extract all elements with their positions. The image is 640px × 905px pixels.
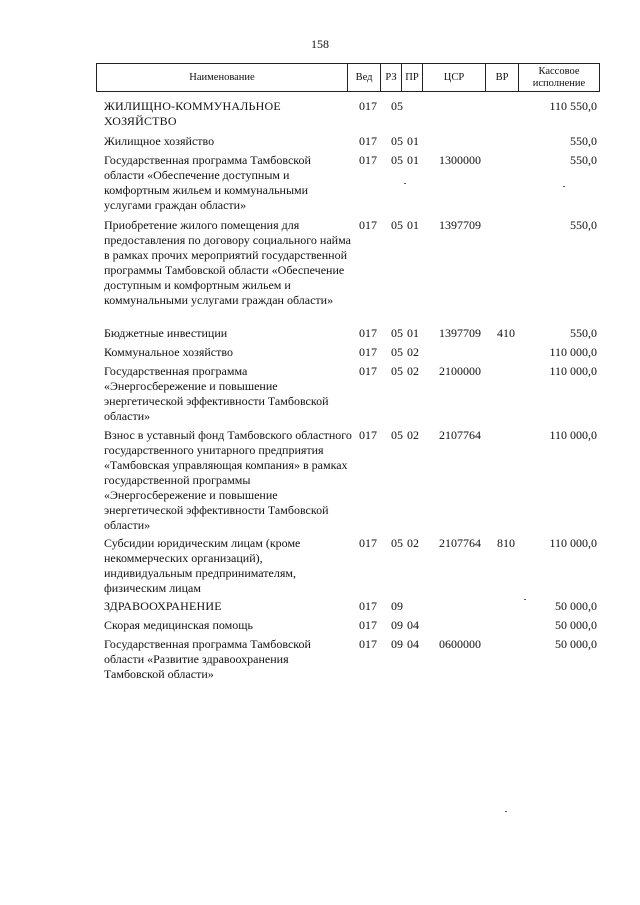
- row-sum: 550,0: [570, 326, 597, 340]
- row-rz: 09: [391, 618, 403, 632]
- row-name: Приобретение жилого помещения для предоставления по договору социального найма в рамках прочих мероприятий государственной программы Тамбовской области «Обеспечение доступным и комфортным жильем и коммунальными услугами граждан области»: [104, 218, 351, 307]
- header-kassovoe: [519, 64, 600, 92]
- header-vr: ВР: [486, 64, 519, 92]
- row-rz: 05: [391, 428, 403, 442]
- header-kassovoe-line2: исполнение: [532, 77, 586, 89]
- row-csr: 2107764: [439, 536, 481, 550]
- row-pr: 01: [407, 326, 419, 340]
- scan-speck: [404, 183, 406, 184]
- row-rz: 09: [391, 599, 403, 613]
- row-pr: 01: [407, 153, 419, 167]
- header-rz: РЗ: [381, 64, 402, 92]
- row-pr: 02: [407, 536, 419, 550]
- row-ved: 017: [359, 637, 377, 651]
- row-sum: 550,0: [570, 218, 597, 232]
- row-ved: 017: [359, 99, 377, 113]
- scan-speck: [505, 811, 507, 812]
- row-sum: 110 550,0: [549, 99, 597, 113]
- header-csr: ЦСР: [423, 64, 486, 92]
- row-name: Государственная программа Тамбовской области «Развитие здравоохранения Тамбовской области»: [104, 637, 311, 681]
- row-name: Государственная программа «Энергосбережение и повышение энергетической эффективности Тамбовской области»: [104, 364, 329, 423]
- row-name: Государственная программа Тамбовской области «Обеспечение доступным и комфортным жильем и коммунальными услугами граждан области»: [104, 153, 311, 212]
- row-csr: 1300000: [439, 153, 481, 167]
- row-ved: 017: [359, 345, 377, 359]
- row-ved: 017: [359, 134, 377, 148]
- row-name: Взнос в уставный фонд Тамбовского областного государственного унитарного предприятия «Тамбовская управляющая компания» в рамках государственной программы «Энергосбережение и повышение энергетической эффективности Тамбовской области»: [104, 428, 352, 532]
- row-name: ЗДРАВООХРАНЕНИЕ: [104, 599, 222, 613]
- row-name: Скорая медицинская помощь: [104, 618, 253, 632]
- row-ved: 017: [359, 364, 377, 378]
- row-sum: 110 000,0: [549, 364, 597, 378]
- row-sum: 550,0: [570, 134, 597, 148]
- header-ved: Вед: [348, 64, 381, 92]
- header-name: Наименование: [97, 64, 348, 92]
- row-csr: 2100000: [439, 364, 481, 378]
- row-rz: 09: [391, 637, 403, 651]
- row-rz: 05: [391, 99, 403, 113]
- row-name: ЖИЛИЩНО-КОММУНАЛЬНОЕ ХОЗЯЙСТВО: [104, 99, 281, 128]
- row-rz: 05: [391, 345, 403, 359]
- row-vr: 810: [497, 536, 515, 550]
- row-ved: 017: [359, 326, 377, 340]
- row-ved: 017: [359, 218, 377, 232]
- row-name: Коммунальное хозяйство: [104, 345, 233, 359]
- row-pr: 02: [407, 345, 419, 359]
- row-pr: 02: [407, 364, 419, 378]
- row-rz: 05: [391, 153, 403, 167]
- row-sum: 550,0: [570, 153, 597, 167]
- row-sum: 110 000,0: [549, 428, 597, 442]
- row-csr: 0600000: [439, 637, 481, 651]
- row-ved: 017: [359, 599, 377, 613]
- header-kassovoe-line1: Кассовое: [538, 65, 580, 77]
- row-name: Бюджетные инвестиции: [104, 326, 228, 340]
- row-sum: 50 000,0: [555, 599, 597, 613]
- row-pr: 04: [407, 618, 419, 632]
- row-rz: 05: [391, 326, 403, 340]
- row-rz: 05: [391, 536, 403, 550]
- row-name: Субсидии юридическим лицам (кроме некоммерческих организаций), индивидуальным предпринимателям, физическим лицам: [104, 536, 301, 595]
- scan-speck: [563, 186, 565, 187]
- page-number: 158: [311, 37, 329, 51]
- row-ved: 017: [359, 153, 377, 167]
- row-rz: 05: [391, 218, 403, 232]
- row-name: Жилищное хозяйство: [104, 134, 215, 148]
- header-pr: ПР: [402, 64, 423, 92]
- scan-speck: [524, 599, 526, 600]
- row-ved: 017: [359, 618, 377, 632]
- row-pr: 04: [407, 637, 419, 651]
- row-pr: 02: [407, 428, 419, 442]
- row-ved: 017: [359, 428, 377, 442]
- row-sum: 50 000,0: [555, 637, 597, 651]
- table-header: [96, 63, 600, 92]
- row-csr: 2107764: [439, 428, 481, 442]
- row-sum: 110 000,0: [549, 536, 597, 550]
- row-sum: 50 000,0: [555, 618, 597, 632]
- row-vr: 410: [497, 326, 515, 340]
- row-csr: 1397709: [439, 326, 481, 340]
- row-ved: 017: [359, 536, 377, 550]
- row-rz: 05: [391, 364, 403, 378]
- row-csr: 1397709: [439, 218, 481, 232]
- row-pr: 01: [407, 134, 419, 148]
- row-pr: 01: [407, 218, 419, 232]
- row-rz: 05: [391, 134, 403, 148]
- row-sum: 110 000,0: [549, 345, 597, 359]
